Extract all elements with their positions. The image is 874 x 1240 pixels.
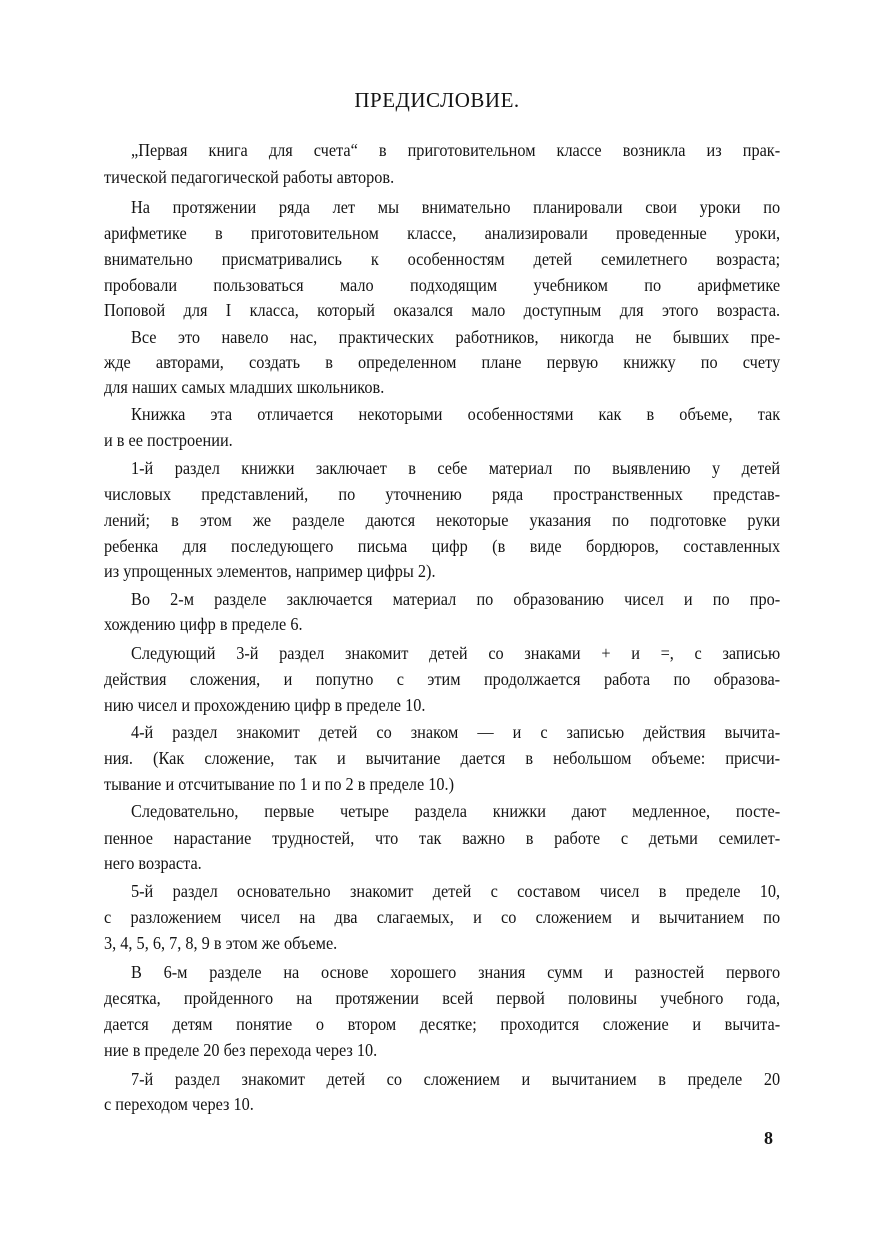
- text-line: Во 2-м разделе заключается материал по образованию чисел и по про-: [131, 589, 781, 609]
- text-line: с разложением чисел на два слагаемых, и со сложением и вычитанием по: [104, 907, 781, 927]
- text-line: Поповой для I класса, который оказался мало доступным для этого возраста.: [104, 300, 781, 320]
- text-line: 1-й раздел книжки заключает в себе материал по выявлению у детей: [131, 458, 781, 478]
- text-line: Все это навело нас, практических работников, никогда не бывших пре-: [131, 327, 781, 347]
- text-line: числовых представлений, по уточнению ряда пространственных представ-: [104, 484, 781, 504]
- text-line: ние в пределе 20 без перехода через 10.: [104, 1040, 378, 1060]
- text-line: из упрощенных элементов, например цифры 2).: [104, 561, 436, 581]
- text-line: него возраста.: [104, 853, 202, 873]
- text-line: и в ее построении.: [104, 430, 233, 450]
- text-line: пенное нарастание трудностей, что так важно в работе с детьми семилет-: [104, 828, 781, 848]
- text-line: тывание и отсчитывание по 1 и по 2 в пределе 10.): [104, 774, 455, 794]
- text-line: лений; в этом же разделе даются некоторые указания по подготовке руки: [104, 510, 781, 530]
- text-line: тической педагогической работы авторов.: [104, 167, 395, 187]
- text-line: 5-й раздел основательно знакомит детей с составом чисел в пределе 10,: [131, 881, 781, 901]
- text-line: внимательно присматривались к особенностям детей семилетнего возраста;: [104, 249, 781, 269]
- text-line: для наших самых младших школьников.: [104, 377, 385, 397]
- text-line: 3, 4, 5, 6, 7, 8, 9 в этом же объеме.: [104, 933, 338, 953]
- text-line: нию чисел и прохождению цифр в пределе 10.: [104, 695, 426, 715]
- text-line: В 6-м разделе на основе хорошего знания сумм и разностей первого: [131, 962, 781, 982]
- page-title: ПРЕДИСЛОВИЕ.: [354, 88, 520, 112]
- text-line: 4-й раздел знакомит детей со знаком — и с записью действия вычита-: [131, 722, 781, 742]
- page-number: 8: [764, 1128, 773, 1148]
- text-line: жде авторами, создать в определенном плане первую книжку по счету: [104, 352, 781, 372]
- text-line: десятка, пройденного на протяжении всей первой половины учебного года,: [104, 988, 781, 1008]
- text-line: Книжка эта отличается некоторыми особенностями как в объеме, так: [131, 404, 781, 424]
- text-line: 7-й раздел знакомит детей со сложением и вычитанием в пределе 20: [131, 1069, 781, 1089]
- text-line: хождению цифр в пределе 6.: [104, 614, 303, 634]
- text-line: На протяжении ряда лет мы внимательно планировали свои уроки по: [131, 197, 781, 217]
- text-line: с переходом через 10.: [104, 1094, 254, 1114]
- text-line: ния. (Как сложение, так и вычитание дается в небольшом объеме: присчи-: [104, 748, 781, 768]
- text-line: арифметике в приготовительном классе, анализировали проведенные уроки,: [104, 223, 781, 243]
- text-line: „Первая книга для счета“ в приготовительном классе возникла из прак-: [131, 140, 781, 160]
- text-line: действия сложения, и попутно с этим продолжается работа по образова-: [104, 669, 781, 689]
- text-line: Следующий 3-й раздел знакомит детей со знаками + и =, с записью: [131, 643, 781, 663]
- text-line: Следовательно, первые четыре раздела книжки дают медленное, посте-: [131, 801, 781, 821]
- text-line: пробовали пользоваться мало подходящим учебником по арифметике: [104, 275, 781, 295]
- text-line: ребенка для последующего письма цифр (в виде бордюров, составленных: [104, 536, 781, 556]
- text-line: дается детям понятие о втором десятке; проходится сложение и вычита-: [104, 1014, 781, 1034]
